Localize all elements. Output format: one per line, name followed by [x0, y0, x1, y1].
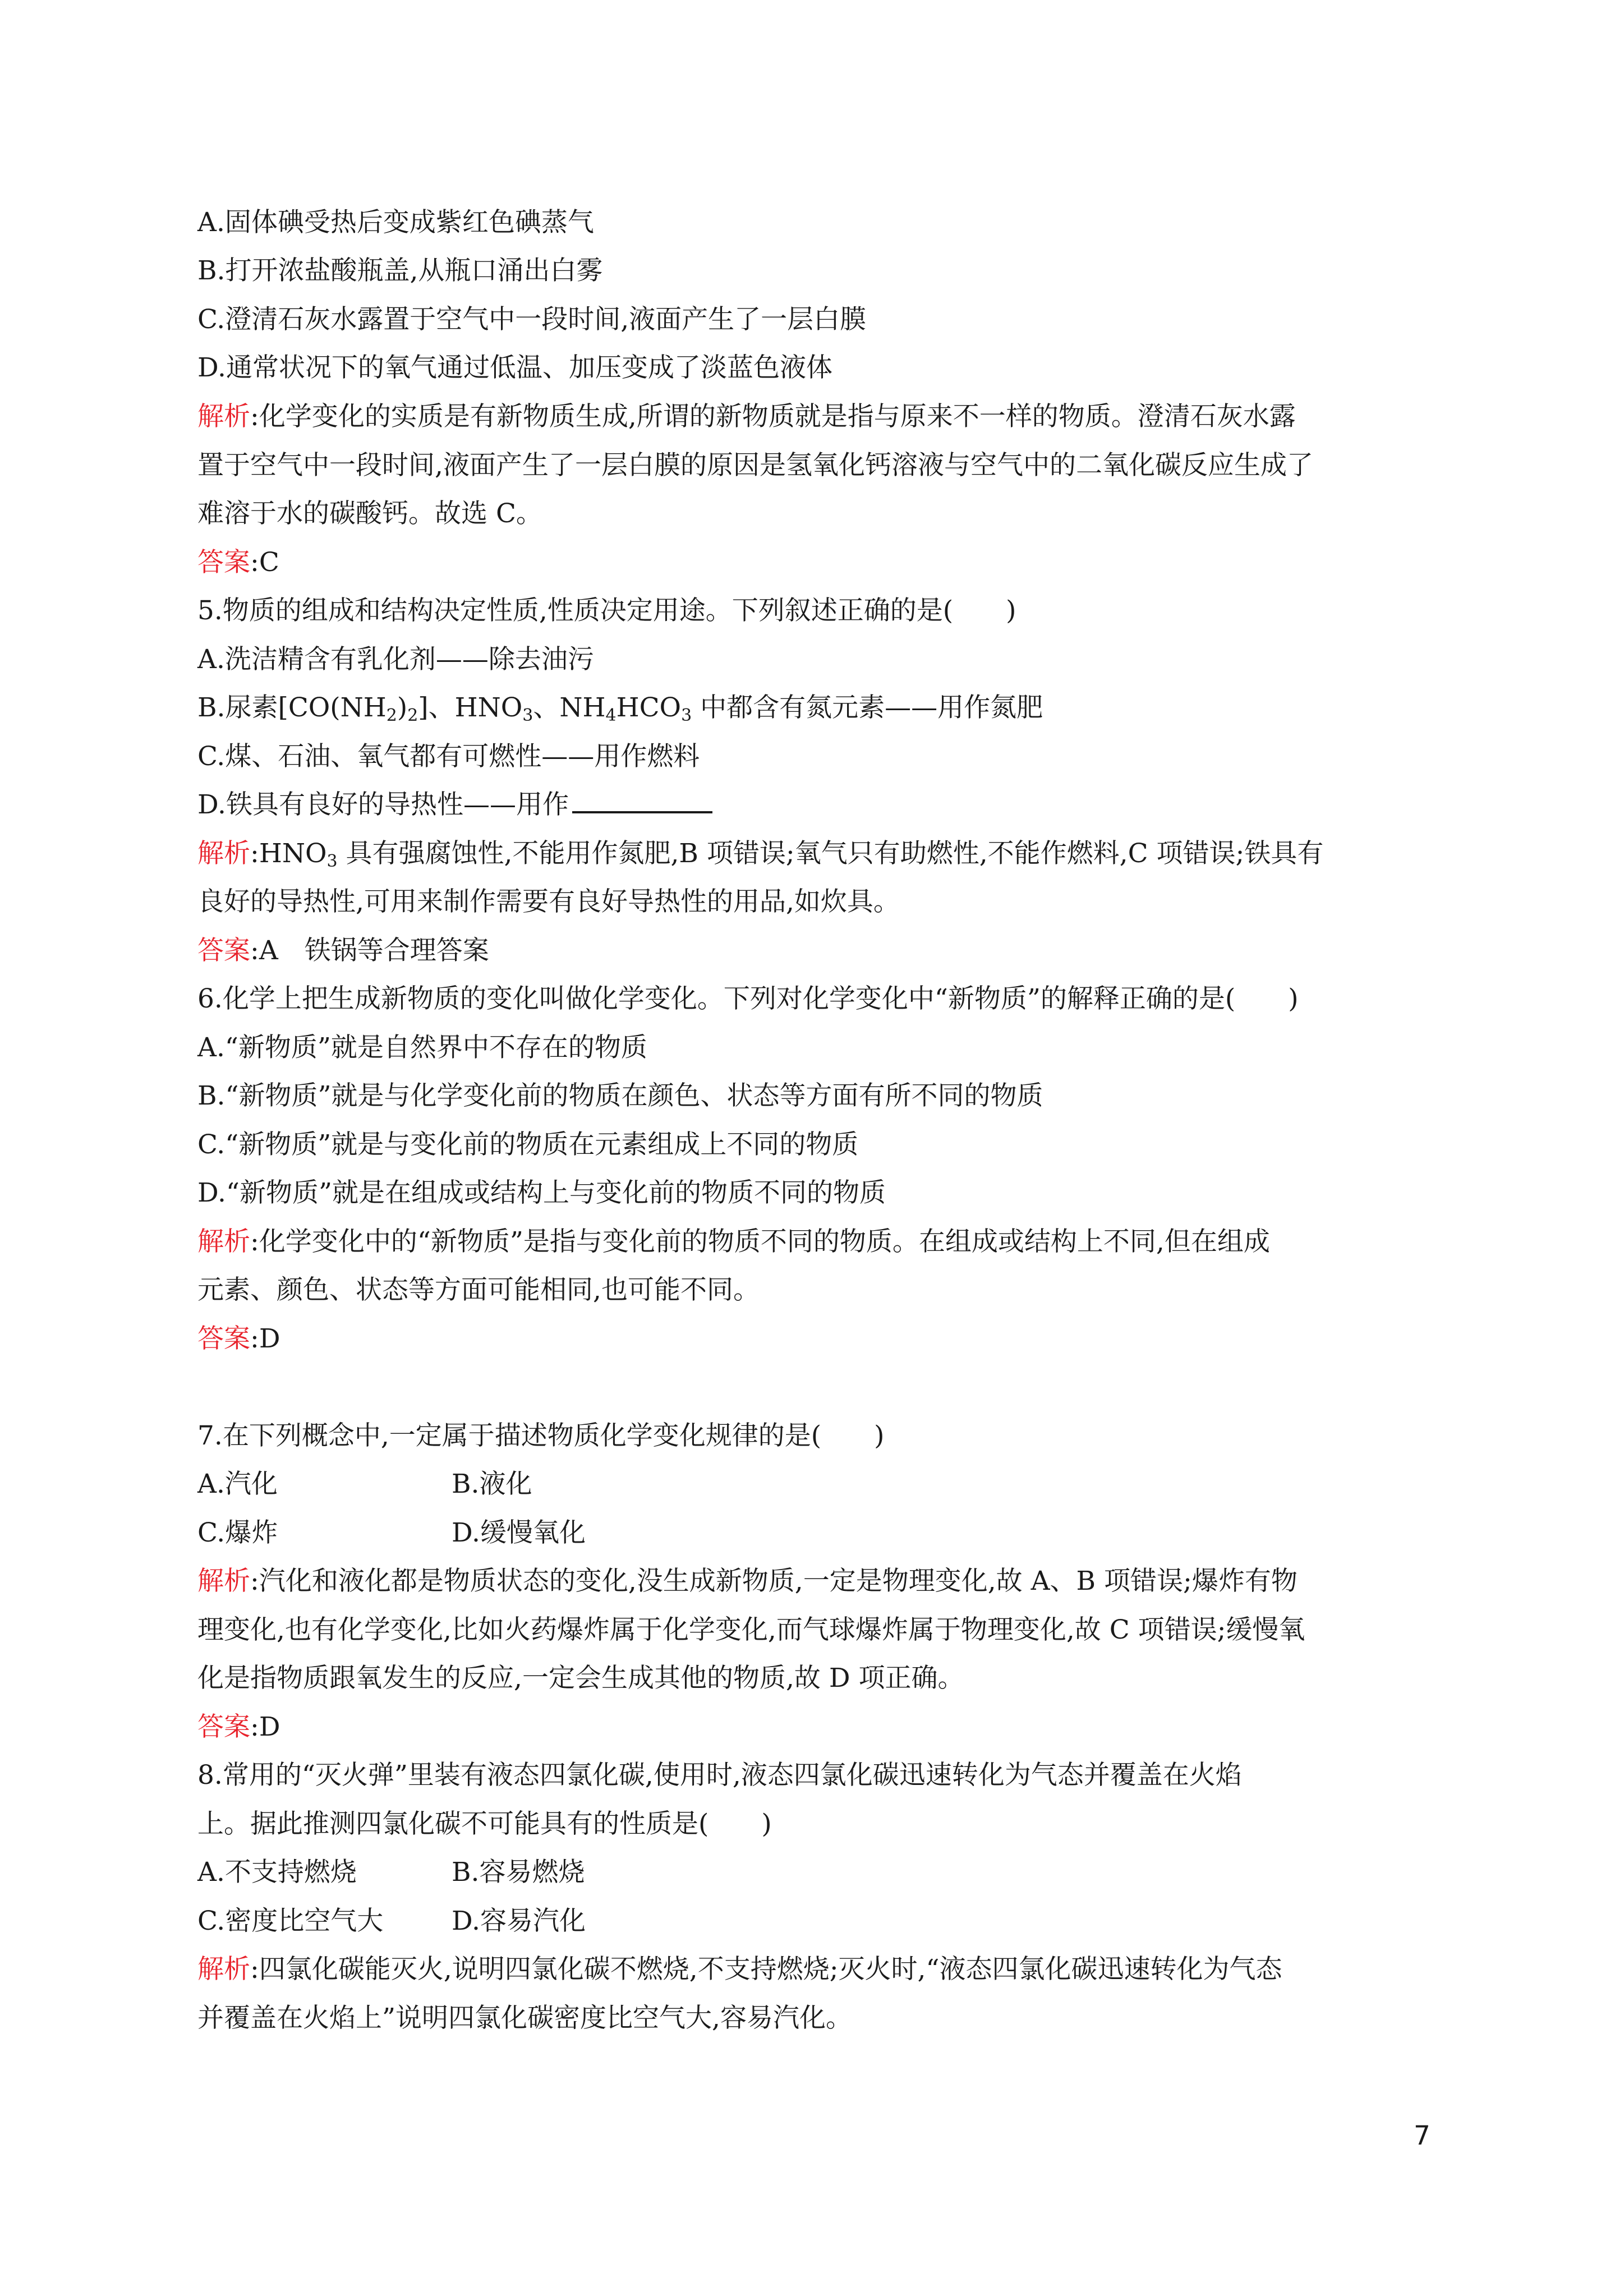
- q7-option-d: D.缓慢氧化: [452, 1517, 586, 1548]
- q6-analysis: 解析:化学变化中的“新物质”是指与变化前的物质不同的物质。在组成或结构上不同,但在组成: [197, 1226, 1270, 1257]
- q5-analysis-line-2: 良好的导热性,可用来制作需要有良好导热性的用品,如炊具。: [197, 886, 900, 917]
- q8-option-d: D.容易汽化: [452, 1906, 586, 1936]
- q8-options-row-2: [197, 1904, 586, 1938]
- analysis-label: 解析: [197, 401, 250, 432]
- analysis-label: 解析: [197, 1954, 250, 1985]
- analysis-label: 解析: [197, 1566, 250, 1596]
- q7-option-c: C.爆炸: [197, 1517, 278, 1548]
- q6-option-b: B.“新物质”就是与化学变化前的物质在颜色、状态等方面有所不同的物质: [197, 1080, 1043, 1111]
- q4-option-b: B.打开浓盐酸瓶盖,从瓶口涌出白雾: [197, 255, 603, 286]
- q4-option-a: A.固体碘受热后变成紫红色碘蒸气: [197, 207, 594, 238]
- q4-analysis: 解析:化学变化的实质是有新物质生成,所谓的新物质就是指与原来不一样的物质。澄清石灰水露: [197, 401, 1296, 432]
- q8-option-c: C.密度比空气大: [197, 1906, 384, 1936]
- q5-analysis: 解析$:HNO_3$ 具有强腐蚀性,不能用作氮肥,B 项错误;氧气只有助燃性,不能作燃料,C 项错误;铁具有: [197, 838, 1324, 871]
- q7-options-row-2: [197, 1516, 586, 1550]
- q7-answer: 答案:D: [197, 1711, 280, 1742]
- q8-analysis-line-2: 并覆盖在火焰上”说明四氯化碳密度比空气大,容易汽化。: [197, 2003, 852, 2033]
- q5-option-d: D.铁具有良好的导热性——用作: [197, 788, 712, 822]
- analysis-label: 解析: [197, 1226, 250, 1257]
- answer-label: 答案: [197, 1711, 250, 1742]
- q5-option-b: B.尿素$[CO(NH_2)_2]$、$HNO_3$、$NH_4HCO_3$ 中都含有氮元素——用作氮肥: [197, 692, 1043, 725]
- answer-label: 答案: [197, 935, 250, 966]
- q6-answer: 答案:D: [197, 1323, 280, 1354]
- q4-analysis-line-2: 置于空气中一段时间,液面产生了一层白膜的原因是氢氧化钙溶液与空气中的二氧化碳反应生成了: [197, 450, 1313, 481]
- q6-option-d: D.“新物质”就是在组成或结构上与变化前的物质不同的物质: [197, 1177, 886, 1208]
- q4-option-d: D.通常状况下的氧气通过低温、加压变成了淡蓝色液体: [197, 352, 832, 383]
- q7-stem: 7.在下列概念中,一定属于描述物质化学变化规律的是( ): [197, 1420, 885, 1451]
- page-number: 7: [1414, 2120, 1430, 2151]
- q7-option-a: A.汽化: [197, 1469, 278, 1499]
- q7-analysis-line-2: 理变化,也有化学变化,比如火药爆炸属于化学变化,而气球爆炸属于物理变化,故 C 项错误;缓慢氧: [197, 1614, 1305, 1645]
- q5-option-c: C.煤、石油、氧气都有可燃性——用作燃料: [197, 741, 700, 772]
- q4-option-c: C.澄清石灰水露置于空气中一段时间,液面产生了一层白膜: [197, 304, 867, 335]
- q5-answer: 答案:A 铁锅等合理答案: [197, 935, 489, 966]
- q8-option-b: B.容易燃烧: [452, 1857, 585, 1888]
- q8-stem: 8.常用的“灭火弹”里装有液态四氯化碳,使用时,液态四氯化碳迅速转化为气态并覆盖在火焰: [197, 1760, 1242, 1791]
- q7-analysis: 解析:汽化和液化都是物质状态的变化,没生成新物质,一定是物理变化,故 A、B 项错误;爆炸有物: [197, 1566, 1298, 1596]
- q5-option-a: A.洗洁精含有乳化剂——除去油污: [197, 644, 594, 675]
- q8-option-a: A.不支持燃烧: [197, 1857, 357, 1888]
- answer-label: 答案: [197, 1323, 250, 1354]
- fill-in-blank[interactable]: [572, 789, 712, 813]
- q5-stem: 5.物质的组成和结构决定性质,性质决定用途。下列叙述正确的是( ): [197, 595, 1016, 626]
- answer-label: 答案: [197, 547, 250, 578]
- q4-answer: 答案:C: [197, 547, 279, 578]
- q7-analysis-line-3: 化是指物质跟氧发生的反应,一定会生成其他的物质,故 D 项正确。: [197, 1663, 964, 1694]
- q6-option-a: A.“新物质”就是自然界中不存在的物质: [197, 1032, 647, 1063]
- q7-options-row-1: [197, 1467, 532, 1501]
- q6-option-c: C.“新物质”就是与变化前的物质在元素组成上不同的物质: [197, 1129, 859, 1160]
- q8-options-row-1: [197, 1856, 585, 1889]
- q7-option-b: B.液化: [452, 1469, 532, 1499]
- q8-analysis: 解析:四氯化碳能灭火,说明四氯化碳不燃烧,不支持燃烧;灭火时,“液态四氯化碳迅速转化为气态: [197, 1954, 1282, 1985]
- q6-analysis-line-2: 元素、颜色、状态等方面可能相同,也可能不同。: [197, 1274, 760, 1305]
- analysis-label: 解析: [197, 838, 250, 869]
- q8-stem-line-2: 上。据此推测四氯化碳不可能具有的性质是( ): [197, 1809, 772, 1839]
- q6-stem: 6.化学上把生成新物质的变化叫做化学变化。下列对化学变化中“新物质”的解释正确的是( ): [197, 983, 1299, 1014]
- q4-analysis-line-3: 难溶于水的碳酸钙。故选 C。: [197, 498, 542, 529]
